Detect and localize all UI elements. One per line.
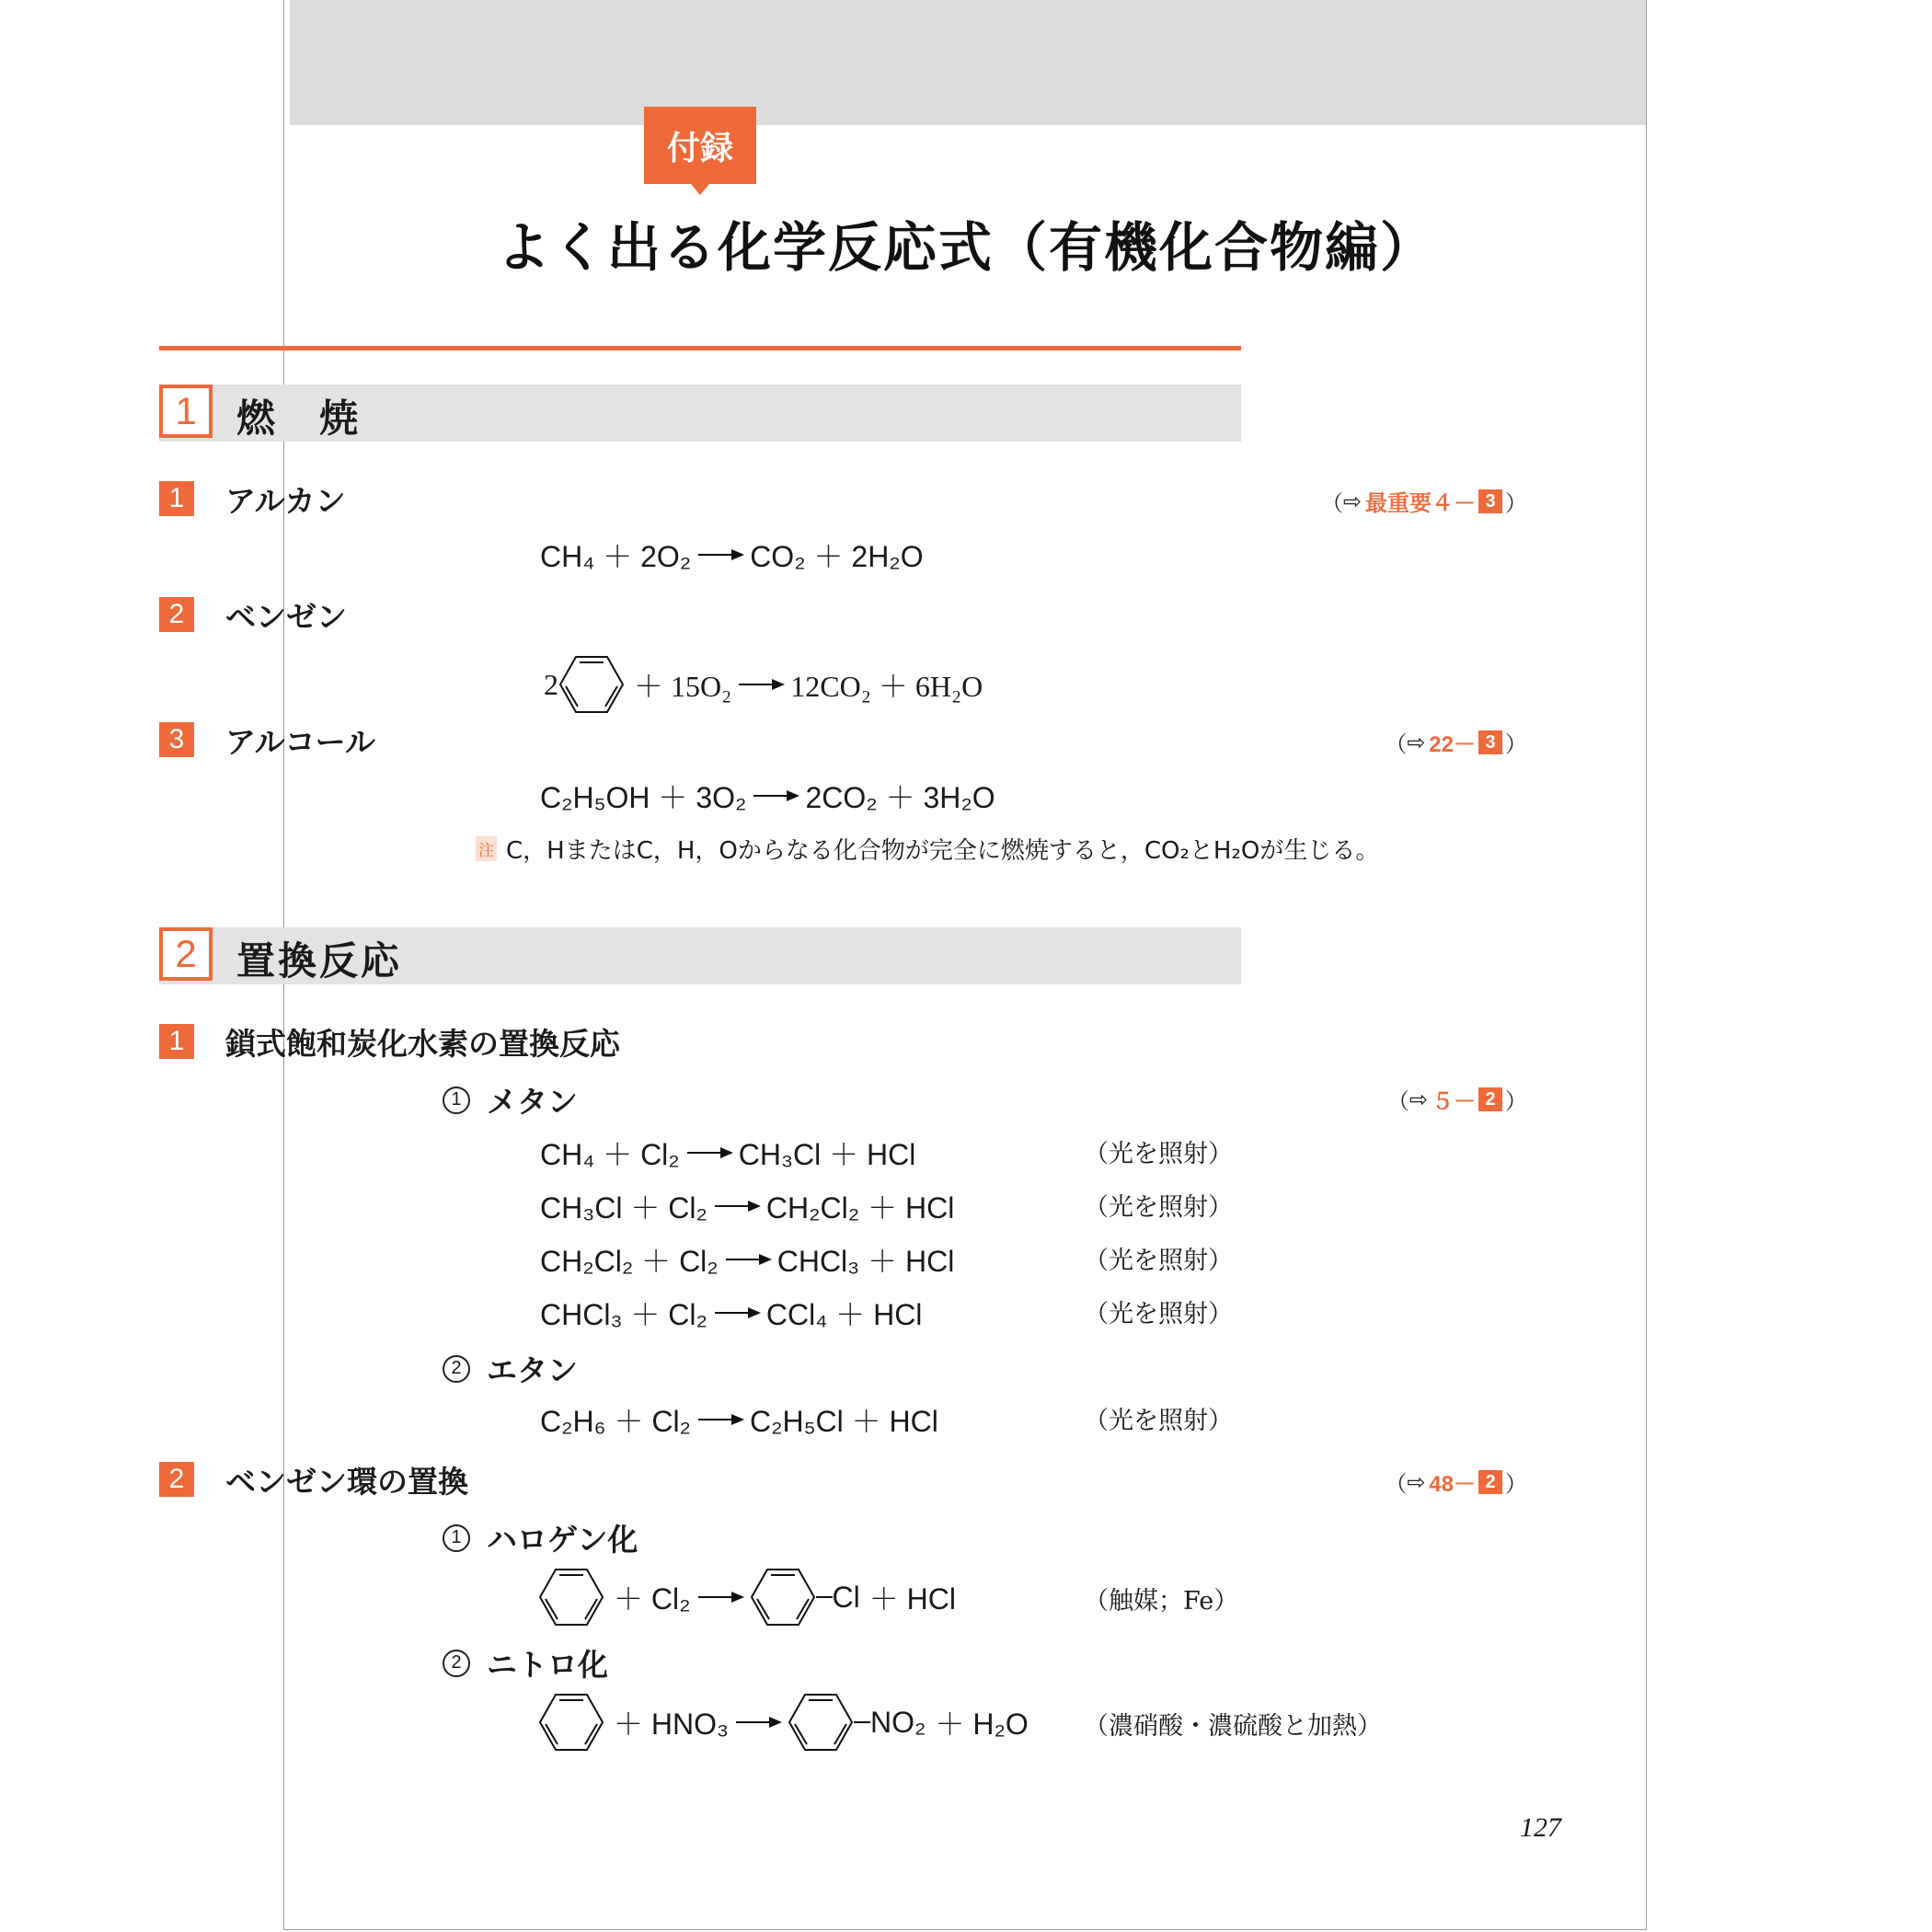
item-ethane: [443, 1347, 578, 1390]
reaction-arrow-icon: [739, 684, 783, 685]
reference-box: 2: [1478, 1087, 1502, 1111]
benzene-ring-icon: [558, 655, 625, 714]
reaction-arrow-icon: [698, 1419, 742, 1420]
equation: [540, 534, 924, 576]
reaction-condition: （光を照射）: [1084, 1140, 1233, 1168]
equation: [540, 1398, 938, 1441]
reaction-arrow-icon: [736, 1721, 780, 1723]
products: CHCl₃ ＋ HCl: [776, 1245, 955, 1278]
item-marker: 1: [443, 1087, 470, 1114]
subsection-title: アルコール: [225, 723, 376, 760]
reaction-condition: （触媒；Fe）: [1084, 1587, 1239, 1616]
reference-box: 3: [1478, 730, 1502, 754]
section-header-substitution: [159, 927, 1241, 984]
reaction-condition: （光を照射）: [1084, 1193, 1233, 1222]
reaction-condition: （光を照射）: [1084, 1300, 1233, 1328]
note-text: C，HまたはC，H，Oからなる化合物が完全に燃焼すると，CO₂とH₂Oが生じる。: [506, 837, 1380, 865]
section-title: 燃 焼: [236, 396, 362, 441]
item-label: ハロゲン化: [487, 1522, 638, 1558]
reactants: CH₃Cl ＋ Cl₂: [540, 1191, 707, 1225]
products: C₂H₅Cl ＋ HCl: [749, 1405, 938, 1438]
note-mark: 注: [476, 836, 497, 861]
equation: [540, 1292, 922, 1334]
reaction-arrow-icon: [698, 1596, 742, 1598]
subsection-number: 2: [159, 1462, 194, 1497]
subsection-benzene-ring: [159, 1461, 468, 1498]
item-halogenation: [443, 1516, 638, 1559]
reactants: ＋ HNO₃: [614, 1708, 730, 1741]
item-marker: 1: [443, 1524, 470, 1552]
products: 2CO₂ ＋ 3H₂O: [805, 781, 995, 814]
reactants: CH₂Cl₂ ＋ Cl₂: [540, 1245, 719, 1278]
reference-text: 最重要４－: [1365, 491, 1476, 516]
reactants: C₂H₆ ＋ Cl₂: [540, 1405, 691, 1438]
header-band: [290, 0, 1646, 125]
benzene-ring-icon: [750, 1568, 816, 1627]
reactants: ＋ Cl₂: [614, 1582, 691, 1616]
cross-reference: （ ⇨ 22－ 3 ）: [1385, 726, 1527, 758]
equation: [540, 1132, 915, 1174]
reaction-arrow-icon: [726, 1259, 770, 1260]
substituent: Cl: [832, 1580, 860, 1614]
benzene-ring-icon: [538, 1693, 604, 1752]
page-title: よく出る化学反応式（有機化合物編）: [496, 216, 1435, 279]
item-label: エタン: [487, 1352, 578, 1388]
title-divider: [159, 346, 1241, 351]
equation: [538, 1568, 956, 1627]
subsection-title: 鎖式飽和炭化水素の置換反応: [225, 1025, 620, 1062]
reference-text: 48－: [1429, 1472, 1476, 1497]
equation: [544, 655, 983, 714]
arrow-right-icon: ⇨: [1407, 729, 1426, 755]
reactants: CH₄ ＋ 2O₂: [540, 540, 692, 573]
arrow-right-icon: ⇨: [1342, 488, 1362, 514]
combustion-note: [476, 832, 1379, 866]
subsection-benzene: [159, 596, 347, 633]
subsection-title: ベンゼン: [225, 598, 347, 635]
reaction-arrow-icon: [715, 1205, 759, 1207]
cross-reference: （ ⇨ 最重要４－ 3 ）: [1321, 485, 1527, 517]
reaction-condition: （光を照射）: [1084, 1407, 1233, 1435]
reaction-arrow-icon: [753, 795, 798, 797]
item-marker: 2: [443, 1355, 470, 1383]
reference-text: 22－: [1429, 732, 1476, 757]
section-number: 1: [159, 385, 213, 438]
products: 12CO₂ ＋ 6H₂O: [790, 670, 983, 703]
reactants: CHCl₃ ＋ Cl₂: [540, 1298, 707, 1331]
reference-text: ５－: [1432, 1089, 1476, 1114]
equation: [540, 1185, 954, 1227]
bond-line: [816, 1596, 833, 1598]
subsection-alcohol: [159, 721, 375, 758]
equation: [540, 1238, 954, 1281]
subsection-number: 1: [159, 1024, 194, 1059]
reactants: ＋ 15O₂: [634, 670, 732, 703]
item-label: メタン: [487, 1084, 578, 1120]
benzene-ring-icon: [538, 1568, 604, 1627]
benzene-ring-icon: [788, 1693, 854, 1752]
section-header-combustion: [159, 385, 1241, 442]
bond-line: [854, 1721, 870, 1723]
products: CO₂ ＋ 2H₂O: [750, 540, 924, 573]
substituent: NO₂: [870, 1705, 926, 1739]
equation: [540, 775, 995, 817]
item-marker: 2: [443, 1650, 470, 1677]
reference-box: 3: [1478, 489, 1502, 513]
reference-box: 2: [1478, 1470, 1502, 1494]
arrow-right-icon: ⇨: [1407, 1468, 1426, 1495]
products: ＋ H₂O: [935, 1708, 1029, 1741]
reactants: C₂H₅OH ＋ 3O₂: [540, 781, 747, 814]
products: CH₂Cl₂ ＋ HCl: [765, 1191, 955, 1225]
section-title: 置換反応: [236, 938, 403, 983]
equation: [538, 1693, 1029, 1752]
products: CH₃Cl ＋ HCl: [738, 1138, 916, 1171]
subsection-number: 1: [159, 481, 194, 516]
subsection-title: ベンゼン環の置換: [225, 1463, 468, 1500]
page-number: 127: [1520, 1812, 1561, 1843]
cross-reference: （ ⇨ ５－ 2 ）: [1387, 1083, 1527, 1115]
subsection-alkane: [159, 480, 346, 517]
reactants: CH₄ ＋ Cl₂: [540, 1138, 680, 1171]
arrow-right-icon: ⇨: [1409, 1086, 1428, 1112]
subsection-title: アルカン: [225, 482, 346, 519]
subsection-number: 3: [159, 722, 194, 757]
subsection-chain-hydrocarbons: [159, 1023, 620, 1060]
reaction-condition: （濃硝酸・濃硫酸と加熱）: [1084, 1712, 1382, 1741]
reaction-condition: （光を照射）: [1084, 1247, 1233, 1275]
products: CCl₄ ＋ HCl: [765, 1298, 923, 1331]
subsection-number: 2: [159, 597, 194, 632]
item-methane: [443, 1078, 578, 1121]
reaction-arrow-icon: [698, 554, 742, 556]
cross-reference: （ ⇨ 48－ 2 ）: [1385, 1466, 1527, 1498]
item-label: ニトロ化: [487, 1647, 608, 1683]
appendix-tag: 付録: [644, 107, 756, 184]
reaction-arrow-icon: [715, 1312, 759, 1314]
section-number: 2: [159, 927, 213, 981]
products: ＋ HCl: [868, 1582, 956, 1616]
item-nitration: [443, 1641, 608, 1685]
coefficient: 2: [544, 667, 558, 701]
reaction-arrow-icon: [687, 1152, 731, 1154]
